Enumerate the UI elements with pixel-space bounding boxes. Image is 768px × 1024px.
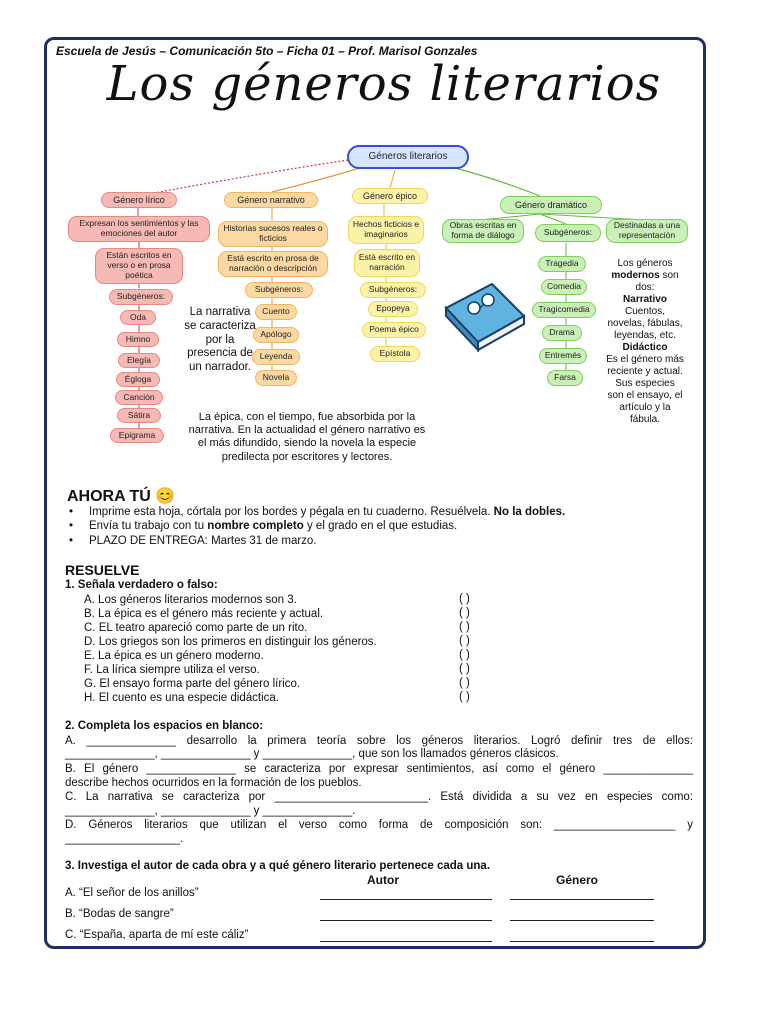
col-autor: Autor [367, 873, 399, 887]
lirico-item: Epigrama [110, 428, 164, 443]
question-1: 1. Señala verdadero o falso: [65, 579, 218, 591]
diagram-root: Géneros literarios [347, 145, 469, 169]
lirico-item: Égloga [116, 372, 160, 387]
answer-paren[interactable]: ( ) [459, 691, 470, 703]
dramatico-item: Comedia [541, 279, 587, 295]
answer-paren[interactable]: ( ) [459, 663, 470, 675]
tf-item: F. La lírica siempre utiliza el verso. [84, 664, 260, 676]
tf-item: B. La épica es el género más reciente y actual. [84, 608, 324, 620]
tf-item: C. EL teatro apareció como parte de un rito. [84, 622, 308, 634]
narrativo-desc2: Está escrito en prosa de narración o descripción [218, 251, 328, 277]
col-genero: Género [556, 873, 599, 887]
genero-blank[interactable] [510, 889, 654, 900]
modern-note-line: Los géneros [617, 258, 673, 269]
lirico-item: Elegía [118, 353, 160, 368]
modern-note-line: Es el género más reciente y actual. Sus especies son el ensayo, el artículo y la fábula. [606, 354, 684, 425]
tf-item: A. Los géneros literarios modernos son 3. [84, 594, 297, 606]
modern-genres-note [606, 258, 684, 426]
autor-blank[interactable] [320, 931, 492, 942]
epico-item: Epístola [370, 346, 420, 362]
genero-lirico: Género lírico [101, 192, 177, 208]
q3-work: C. “España, aparta de mí este cáliz” [65, 929, 249, 941]
tf-item: D. Los griegos son los primeros en distinguir los géneros. [84, 636, 377, 648]
dramatico-desc3: Destinadas a una representación [606, 219, 688, 243]
answer-paren[interactable]: ( ) [459, 649, 470, 661]
dramatico-item: Drama [542, 325, 582, 341]
instruction-bullet: • PLAZO DE ENTREGA: Martes 31 de marzo. [69, 535, 317, 547]
modern-note-line: modernos son dos: [611, 270, 679, 293]
worksheet-header: Escuela de Jesús – Comunicación 5to – Ficha 01 – Prof. Marisol Gonzales [56, 44, 478, 58]
narrativo-item: Apólogo [253, 327, 299, 343]
q2-line: __________________. [65, 833, 184, 845]
narrativa-note: La narrativa se caracteriza por la presencia de un narrador. [184, 306, 256, 374]
modern-note-line: Narrativo [623, 294, 667, 305]
resuelve-title: RESUELVE [65, 562, 140, 578]
genero-blank[interactable] [510, 931, 654, 942]
ahora-tu-title: AHORA TÚ 😊 [67, 488, 176, 505]
instruction-bullet: • Imprime esta hoja, córtala por los bordes y pégala en tu cuaderno. Resuélvela. No la dobles. [69, 506, 566, 518]
instruction-bullet: • Envía tu trabajo con tu nombre completo y el grado en el que estudias. [69, 520, 458, 532]
dramatico-item: Farsa [547, 370, 583, 386]
autor-blank[interactable] [320, 889, 492, 900]
autor-blank[interactable] [320, 910, 492, 921]
answer-paren[interactable]: ( ) [459, 621, 470, 633]
q3-work: B. “Bodas de sangre” [65, 908, 174, 920]
q2-line: ______________, ______________ y ______________, que son los llamados géneros clásicos. [65, 748, 559, 760]
smiley-icon: 😊 [155, 488, 176, 505]
dramatico-desc1: Obras escritas en forma de diálogo [442, 219, 524, 243]
epico-desc2: Está escrito en narración [354, 249, 420, 277]
modern-note-line: Didáctico [622, 342, 668, 353]
epico-item: Poema épico [362, 322, 426, 338]
q2-line: C. La narrativa se caracteriza por ________________________. Está dividida a su vez en especies como: [65, 791, 693, 803]
dramatico-subgeneros: Subgéneros: [535, 224, 601, 242]
answer-paren[interactable]: ( ) [459, 635, 470, 647]
narrativo-item: Cuento [255, 304, 297, 320]
lirico-item: Canción [115, 390, 163, 405]
dramatico-item: Tragedia [538, 256, 586, 272]
tf-item: H. El cuento es una especie didáctica. [84, 692, 279, 704]
page-title: Los géneros literarios [106, 56, 662, 112]
epico-subgeneros: Subgéneros: [360, 282, 426, 298]
answer-paren[interactable]: ( ) [459, 607, 470, 619]
answer-paren[interactable]: ( ) [459, 677, 470, 689]
genero-blank[interactable] [510, 910, 654, 921]
q2-line: A. ______________ desarrollo la primera teoría sobre los géneros literarios. Logró definir tres de ellos: [65, 735, 693, 747]
epico-item: Epopeya [368, 301, 418, 317]
lirico-item: Himno [117, 332, 159, 347]
book-icon [440, 278, 530, 358]
narrativo-desc1: Historias sucesos reales o ficticios [218, 221, 328, 247]
epica-note: La épica, con el tiempo, fue absorbida por la narrativa. En la actualidad el género narrativo es el más difundido, siendo la novela la especie predilecta por escritores y lectores. [188, 411, 426, 463]
narrativo-item: Leyenda [252, 349, 300, 365]
genero-epico: Género épico [352, 188, 428, 204]
narrativo-item: Novela [255, 370, 297, 386]
q2-line: D. Géneros literarios que utilizan el verso como forma de composición son: ___________________ y [65, 819, 693, 831]
lirico-item: Oda [120, 310, 156, 325]
question-3: 3. Investiga el autor de cada obra y a qué género literario pertenece cada una. [65, 860, 491, 872]
narrativo-subgeneros: Subgéneros: [245, 282, 313, 298]
genero-dramatico: Género dramático [500, 196, 602, 214]
q2-line: ______________, ______________ y ______________. [65, 805, 356, 817]
epico-desc1: Hechos ficticios e imaginarios [348, 216, 424, 244]
lirico-desc2: Están escritos en verso o en prosa poética [95, 248, 183, 284]
q2-line: describe hechos ocurridos en la formación de los pueblos. [65, 777, 362, 789]
q2-line: B. El género ______________ se caracteriza por expresar sentimientos, así como el género ______________ [65, 763, 693, 775]
lirico-item: Sátira [117, 408, 161, 423]
dramatico-item: Tragicomedia [532, 302, 596, 318]
q3-work: A. “El señor de los anillos” [65, 887, 199, 899]
lirico-subgeneros: Subgéneros: [109, 289, 173, 305]
modern-note-line: Cuentos, novelas, fábulas, leyendas, etc. [607, 306, 683, 341]
tf-item: G. El ensayo forma parte del género lírico. [84, 678, 301, 690]
lirico-desc1: Expresan los sentimientos y las emociones del autor [68, 216, 210, 242]
answer-paren[interactable]: ( ) [459, 593, 470, 605]
tf-item: E. La épica es un género moderno. [84, 650, 264, 662]
genero-narrativo: Género narrativo [224, 192, 318, 208]
dramatico-item: Entremés [539, 348, 587, 364]
question-2: 2. Completa los espacios en blanco: [65, 720, 264, 732]
